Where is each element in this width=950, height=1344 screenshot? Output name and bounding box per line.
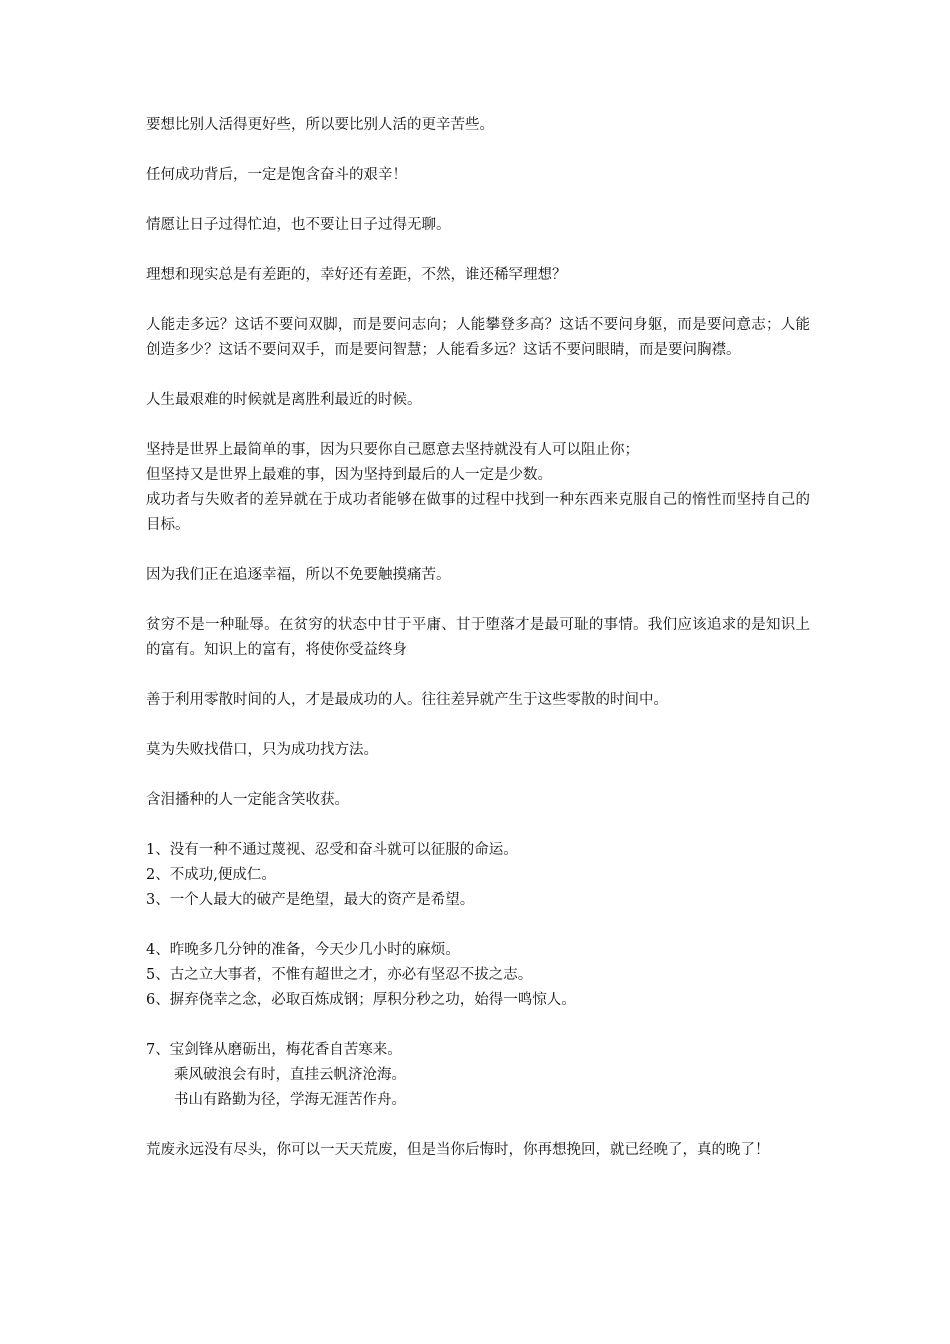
paragraph-10 bbox=[146, 688, 810, 713]
paragraph-final bbox=[146, 1138, 810, 1163]
list-item: 7、宝剑锋从磨砺出，梅花香自苦寒来。 bbox=[146, 1042, 402, 1058]
paragraph-line: 要想比别人活得更好些，所以要比别人活的更辛苦些。 bbox=[146, 117, 494, 133]
list-item-continuation: 乘风破浪会有时，直挂云帆济沧海。 bbox=[174, 1067, 406, 1083]
list-item: 3、一个人最大的破产是绝望，最大的资产是希望。 bbox=[146, 892, 475, 908]
paragraph-line: 情愿让日子过得忙迫，也不要让日子过得无聊。 bbox=[146, 217, 451, 233]
paragraph-12 bbox=[146, 788, 810, 813]
list-item: 5、古之立大事者，不惟有超世之才，亦必有坚忍不拔之志。 bbox=[146, 967, 533, 983]
paragraph-line: 人生最艰难的时候就是离胜利最近的时候。 bbox=[146, 392, 422, 408]
list-item: 1、没有一种不通过蔑视、忍受和奋斗就可以征服的命运。 bbox=[146, 842, 518, 858]
paragraph-line: 莫为失败找借口，只为成功找方法。 bbox=[146, 742, 378, 758]
paragraph-line: 含泪播种的人一定能含笑收获。 bbox=[146, 792, 349, 808]
paragraph-3 bbox=[146, 213, 810, 238]
paragraph-1 bbox=[146, 113, 810, 138]
paragraph-line: 人能走多远？这话不要问双脚，而是要问志向；人能攀登多高？这话不要问身躯，而是要问意志；人能创造多少？这话不要问双手，而是要问智慧；人能看多远？这话不要问眼睛，而是要问胸襟。 bbox=[146, 317, 810, 358]
paragraph-line: 贫穷不是一种耻辱。在贫穷的状态中甘于平庸、甘于堕落才是最可耻的事情。我们应该追求的是知识上的富有。知识上的富有，将使你受益终身 bbox=[146, 617, 810, 658]
paragraph-line: 荒废永远没有尽头，你可以一天天荒废，但是当你后悔时，你再想挽回，就已经晚了，真的晚了！ bbox=[146, 1142, 770, 1158]
paragraph-5 bbox=[146, 313, 810, 363]
paragraph-line: 任何成功背后，一定是饱含奋斗的艰辛！ bbox=[146, 167, 407, 183]
paragraph-line: 理想和现实总是有差距的，幸好还有差距，不然，谁还稀罕理想？ bbox=[146, 267, 567, 283]
paragraph-6 bbox=[146, 388, 810, 413]
paragraph-line: 但坚持又是世界上最难的事，因为坚持到最后的人一定是少数。 bbox=[146, 467, 552, 483]
paragraph-line: 成功者与失败者的差异就在于成功者能够在做事的过程中找到一种东西来克服自己的惰性而坚持自己的目标。 bbox=[146, 492, 810, 533]
paragraph-4 bbox=[146, 263, 810, 288]
list-item: 2、不成功,便成仁。 bbox=[146, 867, 276, 883]
paragraph-8 bbox=[146, 563, 810, 588]
paragraph-7 bbox=[146, 438, 810, 538]
numbered-list-1 bbox=[146, 838, 810, 913]
list-item: 6、摒弃侥幸之念，必取百炼成钢；厚积分秒之功，始得一鸣惊人。 bbox=[146, 992, 576, 1008]
list-item-continuation: 书山有路勤为径，学海无涯苦作舟。 bbox=[174, 1092, 406, 1108]
paragraph-11 bbox=[146, 738, 810, 763]
list-item: 4、昨晚多几分钟的准备，今天少几小时的麻烦。 bbox=[146, 942, 460, 958]
numbered-list-2 bbox=[146, 938, 810, 1013]
paragraph-2 bbox=[146, 163, 810, 188]
document-page bbox=[146, 113, 810, 1188]
paragraph-line: 善于利用零散时间的人，才是最成功的人。往往差异就产生于这些零散的时间中。 bbox=[146, 692, 668, 708]
paragraph-9 bbox=[146, 613, 810, 663]
numbered-list-3 bbox=[146, 1038, 810, 1113]
paragraph-line: 因为我们正在追逐幸福，所以不免要触摸痛苦。 bbox=[146, 567, 451, 583]
paragraph-line: 坚持是世界上最简单的事，因为只要你自己愿意去坚持就没有人可以阻止你； bbox=[146, 442, 639, 458]
